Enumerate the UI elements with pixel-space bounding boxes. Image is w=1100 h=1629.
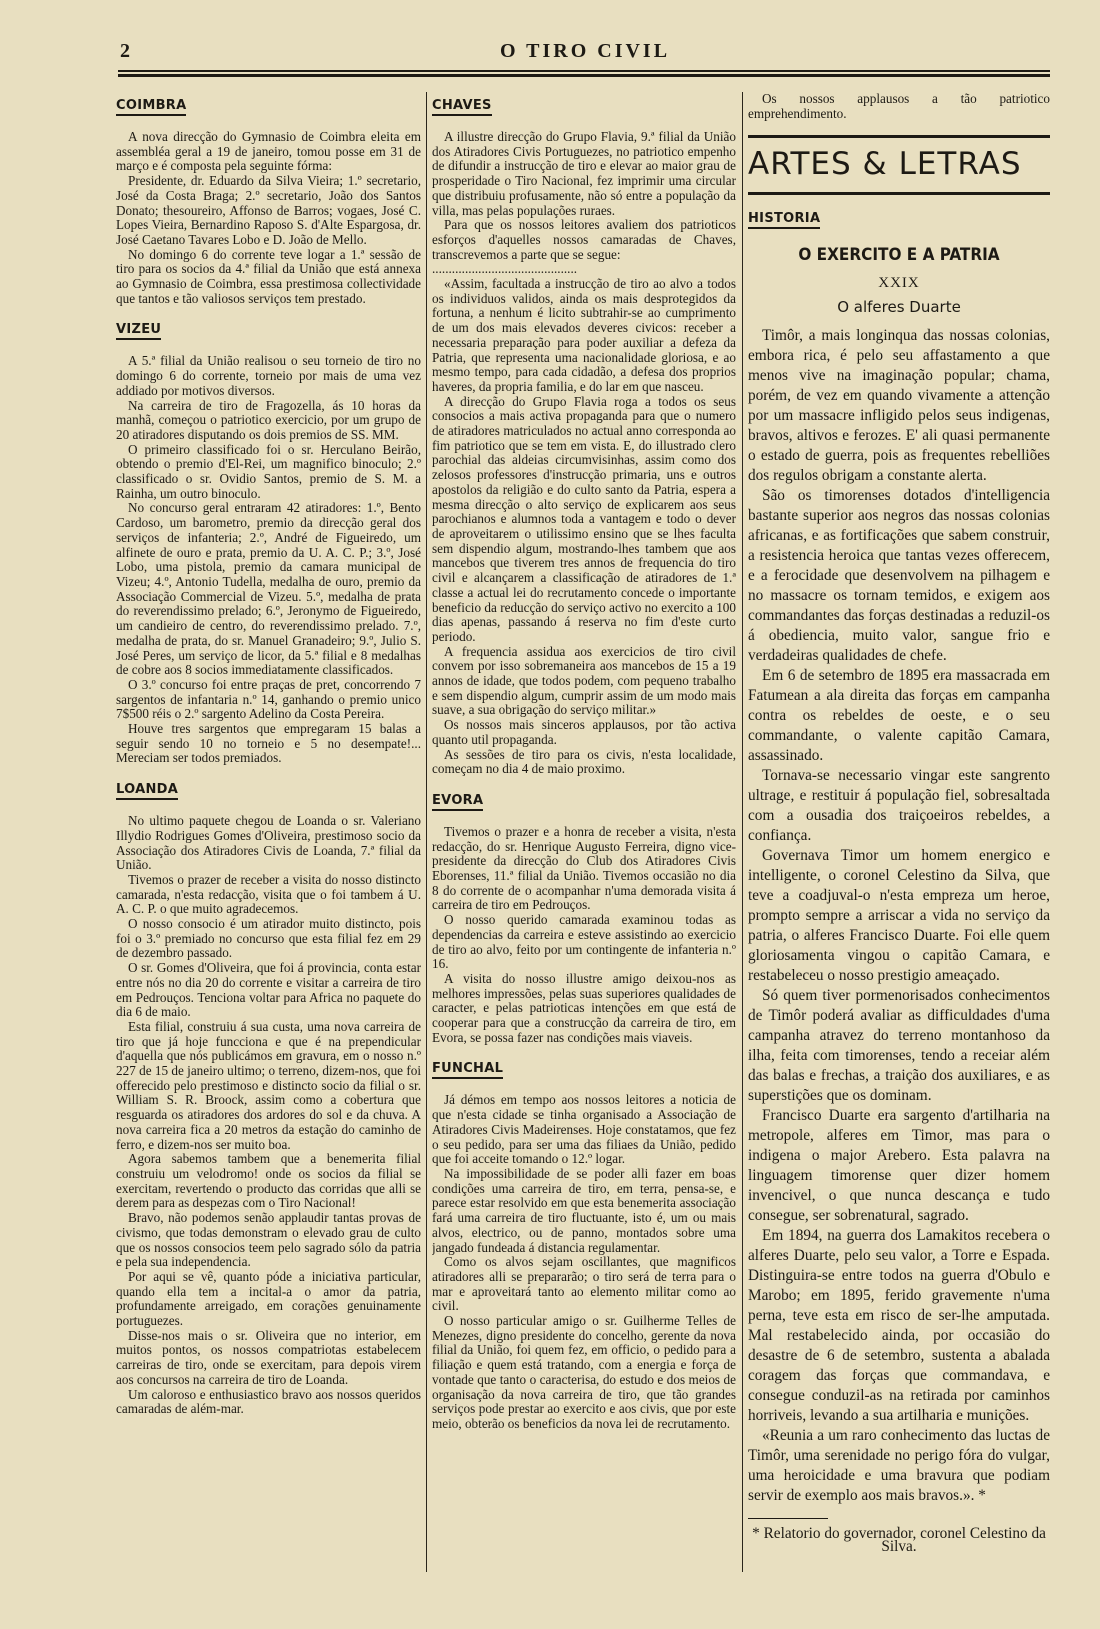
- page-header: [120, 40, 1050, 70]
- paragraph: Na carreira de tiro de Fragozella, ás 10 horas da manhã, começou o patriotico exercicio, por um grupo de 20 atiradores disputando os dois premios de SS. MM.: [116, 397, 421, 442]
- paragraph: Em 6 de setembro de 1895 era massacrada em Fatumean a ala direita das forças em campanha contra os rebeldes de oeste, e o seu commandante, o valente capitão Camara, assassinado.: [748, 667, 1050, 765]
- section-heading-historia: HISTORIA: [748, 211, 820, 229]
- section-heading-chaves: CHAVES: [432, 98, 492, 116]
- paragraph: A nova direcção do Gymnasio de Coimbra eleita em assembléa geral a 19 de janeiro, tomou posse em 31 de março e é composta pela seguinte fórma:: [116, 129, 421, 174]
- column-divider: [426, 92, 427, 1572]
- paragraph: O nosso particular amigo o sr. Guilherme Telles de Menezes, digno presidente do concelho, gerente da nova filial da União, foi quem fez, em officio, o pedido para a filiação e quem está tratando, com a energia e força de vontade que tanto o caracterisa, do estudo e dos meios de organisação da nova carreira de tiro, que tão grandes serviços pode prestar ao exercito e aos civis, que por este meio, obterão os beneficios da nova lei de recrutamento.: [432, 1313, 736, 1431]
- paragraph: A 5.ª filial da União realisou o seu torneio de tiro no domingo 6 do corrente, torneio por mais de uma vez addiado por motivos diversos.: [116, 353, 421, 398]
- footnote: * Relatorio do governador, coronel Celestino da Silva.: [752, 1525, 1046, 1556]
- paragraph: A illustre direcção do Grupo Flavia, 9.ª filial da União dos Atiradores Civis Portuguezes, no patriotico empenho de difundir a instrucção de tiro e elevar ao maior grau de prosperidade o Tiro Nacional, fez imprimir uma circular que distribuiu profusamente, não só entre a população da villa, mas pelas populações ruraes.: [432, 129, 736, 218]
- paragraph: Só quem tiver pormenorisados conhecimentos de Timôr poderá avaliar as difficuldades d'uma campanha atravez do terreno montanhoso da ilha, feita com timorenses, tendo a receiar além das balas e frechas, a traição dos auxiliares, e as superstições que os dominam.: [748, 987, 1050, 1105]
- footnote-rule: [748, 1518, 828, 1519]
- section-heading-funchal: FUNCHAL: [432, 1061, 503, 1079]
- paragraph: No concurso geral entraram 42 atiradores: 1.º, Bento Cardoso, um barometro, premio da direcção geral dos serviços de infanteria; 2.º, André de Figueiredo, um alfinete de ouro e prata, premio da U. A. C. P.; 3.º, José Lobo, uma pistola, premio da camara municipal de Vizeu; 4.º, Antonio Tudella, medalha de ouro, premio da Associação Commercial de Vizeu. 5.º, medalha de prata do reverendissimo prelado; 6.º, Jeronymo de Figueiredo, um candieiro de centro, do reverendissimo prelado. 7.º, medalha de prata, do sr. Manuel Granadeiro; 9.º, Julio S. José Peres, um serviço de licor, da 5.ª filial e 8 medalhas de cobre aos 8 socios immediatamente classificados.: [116, 500, 421, 678]
- paragraph: O nosso consocio é um atirador muito distincto, pois foi o 3.º premiado no concurso que esta filial fez em 29 de dezembro passado.: [116, 916, 421, 961]
- paragraph: No ultimo paquete chegou de Loanda o sr. Valeriano Illydio Rodrigues Gomes d'Oliveira, prestimoso socio da Associação dos Atiradores Civis de Loanda, 7.ª filial da União.: [116, 813, 421, 873]
- paragraph: Presidente, dr. Eduardo da Silva Vieira; 1.º secretario, José da Costa Braga; 2.º secretario, João dos Santos Donato; thesoureiro, Affonso de Barros; vogaes, José C. Lopes Vieira, Bernardino Raposo S. d'Alte Espargosa, dr. José Caetano Tavares Lobo e D. João de Mello.: [116, 173, 421, 247]
- paragraph: Disse-nos mais o sr. Oliveira que no interior, em muitos pontos, os nossos compatriotas estabelecem carreiras de tiro, onde se exercitam, para depois virem aos concursos na carreira de tiro de Loanda.: [116, 1327, 421, 1387]
- column-divider: [742, 92, 743, 1572]
- header-rule: [118, 70, 1050, 77]
- page-number: 2: [120, 40, 130, 62]
- paragraph: Houve tres sargentos que empregaram 15 balas a seguir sendo 10 no torneio e 5 no desempate!... Mereciam ser todos premiados.: [116, 721, 421, 766]
- paragraph: Esta filial, construiu á sua custa, uma nova carreira de tiro que já hoje funcciona e que é na prependicular d'aquella que nós publicámos em gravura, em o nosso n.º 227 de 15 de janeiro ultimo; o terreno, dizem-nos, que foi offerecido pelo prestimoso e distincto socio da filial o sr. William S. R. Broock, assim como a cobertura que resguarda os atiradores dos ardores do sol e da chuva. A nova carreira fica a 20 metros da estação do caminho de ferro, e dizem-nos ser muito boa.: [116, 1018, 421, 1152]
- paragraph: Os nossos mais sinceros applausos, por tão activa quanto util propaganda.: [432, 717, 736, 747]
- paragraph: Já démos em tempo aos nossos leitores a noticia de que n'esta cidade se tinha organisado a Associação de Atiradores Civis Madeirenses. Hoje constatamos, que fez o seu pedido, para ser uma das filiaes da União, pedido que foi acceite tomando o 12.º logar.: [432, 1092, 736, 1167]
- dotted-separator: ............................................: [432, 262, 578, 277]
- paragraph: A frequencia assidua aos exercicios de tiro civil convem por isso sobremaneira aos mancebos de 15 a 19 annos de idade, que todos podem, com pequeno trabalho e sem dispendio algum, cumprir assim de um modo mais suave, a sua obrigação do serviço militar.»: [432, 643, 736, 718]
- section-heading-coimbra: COIMBRA: [116, 98, 186, 116]
- section-title-artes-letras: ARTES & LETRAS: [748, 135, 1050, 195]
- paragraph: Tornava-se necessario vingar este sangrento ultrage, e restituir á população fiel, sobresaltada com a ousadia dos traiçoeiros rebeldes, a confiança.: [748, 767, 1050, 845]
- paragraph: Em 1894, na guerra dos Lamakitos recebera o alferes Duarte, pelo seu valor, a Torre e Espada. Distinguira-se entre todos na guerra d'Obulo e Marobo; em 1895, ferido gravemente n'uma perna, teve esta em risco de ser-lhe amputada. Mal restabelecido ainda, por occasião do desastre de 6 de setembro, sustenta a abalada coragem das forças que commandava, e consegue conduzil-as na retirada por caminhos horriveis, levando a sua artilharia e munições.: [748, 1227, 1050, 1425]
- paper-title: O TIRO CIVIL: [499, 40, 671, 62]
- paragraph: Agora sabemos tambem que a benemerita filial construiu um velodromo! onde os socios da filial se exercitam, revertendo o producto das corridas que alli se derem para as despezas com o Tiro Nacional!: [116, 1151, 421, 1211]
- paragraph: O nosso querido camarada examinou todas as dependencias da carreira e esteve assistindo ao exercicio de tiro ao alvo, feito por um contingente de infanteria n.º 16.: [432, 912, 736, 972]
- section-heading-vizeu: VIZEU: [116, 322, 161, 340]
- paragraph: Os nossos applausos a tão patriotico emprehendimento.: [748, 92, 1050, 121]
- paragraph: As sessões de tiro para os civis, n'esta localidade, começam no dia 4 de maio proximo.: [432, 746, 736, 777]
- paragraph: Tivemos o prazer e a honra de receber a visita, n'esta redacção, do sr. Henrique Augusto Ferreira, digno vice-presidente da direcção do Club dos Atiradores Civis Eborenses, 11.ª filial da União. Tivemos occasião no dia 8 do corrente de o acompanhar n'uma demorada visita á carreira de tiro em Pedrouços.: [432, 823, 736, 913]
- paragraph: O primeiro classificado foi o sr. Herculano Beirão, obtendo o premio d'El-Rei, um magnifico binoculo; 2.º classificado o sr. Ovidio Santos, premio de S. M. a Rainha, um outro binoculo.: [116, 441, 421, 501]
- section-heading-evora: EVORA: [432, 793, 483, 811]
- paragraph: Timôr, a mais longinqua das nossas colonias, embora rica, é pelo seu affastamento a que menos vive na imaginação popular; chama, porém, de vez em quando vivamente a attenção por um massacre infligido pelos seus indigenas, bravos, altivos e ferozes. E' ali quasi permanente o estado de guerra, pois as frequentes rebelliões dos regulos obrigam a constante alerta.: [748, 327, 1050, 485]
- paragraph: «Assim, facultada a instrucção de tiro ao alvo a todos os individuos validos, ainda os mais desprotegidos da fortuna, a nenhum é licito subtrahir-se ao cumprimento de um dos mais elevados deveres civicos: receber a necessaria preparação para poder auxiliar a defeza da Patria, que representa uma nacionalidade gloriosa, e ao mesmo tempo, para cada cidadão, a defesa dos proprios haveres, da propria familia, e do lar em que nasceu.: [432, 276, 736, 394]
- column-1: [116, 92, 421, 1589]
- paragraph: Francisco Duarte era sargento d'artilharia na metropole, alferes em Timor, mas para o indigena o major Arebero. Esta palavra na linguagem timorense quer dizer homem invencivel, o que nunca descança e tudo consegue, ser sobrenatural, sagrado.: [748, 1107, 1050, 1225]
- paragraph: «Reunia a um raro conhecimento das luctas de Timôr, uma serenidade no perigo fóra do vulgar, uma heroicidade e uma bravura que podiam servir de exemplo aos mais bravos.». *: [748, 1427, 1050, 1505]
- paragraph: Para que os nossos leitores avaliem dos patrioticos esforços d'aquelles nossos camaradas de Chaves, transcrevemos a parte que se segue:: [432, 217, 736, 262]
- story-title: O EXERCITO E A PATRIA: [798, 245, 1000, 266]
- story-subtitle: O alferes Duarte: [837, 298, 961, 317]
- paragraph: O 3.º concurso foi entre praças de pret, concorrendo 7 sargentos de infantaria n.º 14, ganhando o premio unico 7$500 réis o 2.º sargento Adelino da Costa Pereira.: [116, 676, 421, 722]
- paragraph: O sr. Gomes d'Oliveira, que foi á provincia, conta estar entre nós no dia 20 do corrente e visitar a carreira de tiro em Pedrouços. Tenciona voltar para Africa no paquete do dia 6 de maio.: [116, 960, 421, 1020]
- paragraph: Bravo, não podemos senão applaudir tantas provas de civismo, que todas demonstram o elevado grau de culto que os nossos consocios teem pelo sagrado sólo da patria e pela sua independencia.: [116, 1210, 421, 1270]
- paragraph: Por aqui se vê, quanto póde a iniciativa particular, quando ella tem a incital-a o amor da patria, profundamente arreigado, em corações genuinamente portuguezes.: [116, 1268, 421, 1329]
- paragraph: No domingo 6 do corrente teve logar a 1.ª sessão de tiro para os socios da 4.ª filial da União que está annexa ao Gymnasio de Coimbra, essa prestimosa collectividade que tantos e tão valiosos serviços tem prestado.: [116, 246, 421, 306]
- column-2: [432, 92, 736, 1589]
- paragraph: Tivemos o prazer de receber a visita do nosso distincto camarada, n'esta redacção, visita que o foi tambem á U. A. C. P. o que muito agradecemos.: [116, 871, 421, 917]
- section-heading-loanda: LOANDA: [116, 782, 178, 800]
- paragraph: Governava Timor um homem energico e intelligente, o coronel Celestino da Silva, que teve a coadjuval-o n'esta empreza um heroe, prompto sempre a arriscar a vida no serviço da patria, o alferes Francisco Duarte. Foi elle quem gloriosamenta vingou o capitão Camara, e restabeleceu o nosso prestigio ameaçado.: [748, 847, 1050, 985]
- paragraph: São os timorenses dotados d'intelligencia bastante superior aos negros das nossas colonias africanas, e as fortificações que sabem construir, a resistencia heroica que tantas vezes offerecem, e a ferocidade que desenvolvem na pilhagem e no massacre os tornam temidos, e exigem aos commandantes das forças destinadas a reduzil-os á obediencia, muito valor, sangue frio e verdadeiras qualidades de chefe.: [748, 487, 1050, 665]
- story-number: XXIX: [878, 275, 920, 292]
- paragraph: Na impossibilidade de se poder alli fazer em boas condições uma carreira de tiro, em terra, pensa-se, e parece estar resolvido em que esta benemerita associação fará uma carreira de tiro fluctuante, isto é, um ou mais alvos, electrico, ou de panno, montados sobre uma jangado fundeada á distancia regulamentar.: [432, 1166, 736, 1255]
- paragraph: A visita do nosso illustre amigo deixou-nos as melhores impressões, pelas suas superiores qualidades de caracter, e pelas patrioticas intenções em que está de cooperar para que a construcção da carreira de tiro, em Evora, se possa fazer nas condições mais viaveis.: [432, 970, 736, 1045]
- paragraph: Como os alvos sejam oscillantes, que magnificos atiradores alli se prepararão; o tiro será de terra para o mar e aproveitará tanto ao elemento militar como ao civil.: [432, 1254, 736, 1314]
- paragraph: A direcção do Grupo Flavia roga a todos os seus consocios a mais activa propaganda para que o numero de atiradores matriculados no actual anno corresponda ao fim patriotico que se tem em vista. E, do illustrado clero parochial das aldeias circumvisinhas, assim como dos zelosos professores d'instrucção primaria, uns e outros apostolos da religião e do culto santo da Patria, espera a mesma direcção o alto serviço de explicarem aos seus parochianos e alumnos toda a vantagem e todo o dever de aproveitarem o utilissimo ensino que se lhes faculta sem dispendio algum, mostrando-lhes tambem que aos mancebos que tiverem tres annos de frequencia do tiro civil e alcançarem a classificação de atiradores de 1.ª classe a actual lei do recrutamento concede o importante beneficio da reducção do serviço activo no exercito a 100 dias apenas, passando á reserva no fim d'este curto periodo.: [432, 393, 736, 644]
- column-3: [748, 92, 1050, 1589]
- paragraph: Um caloroso e enthusiastico bravo aos nossos queridos camaradas de além-mar.: [116, 1386, 421, 1417]
